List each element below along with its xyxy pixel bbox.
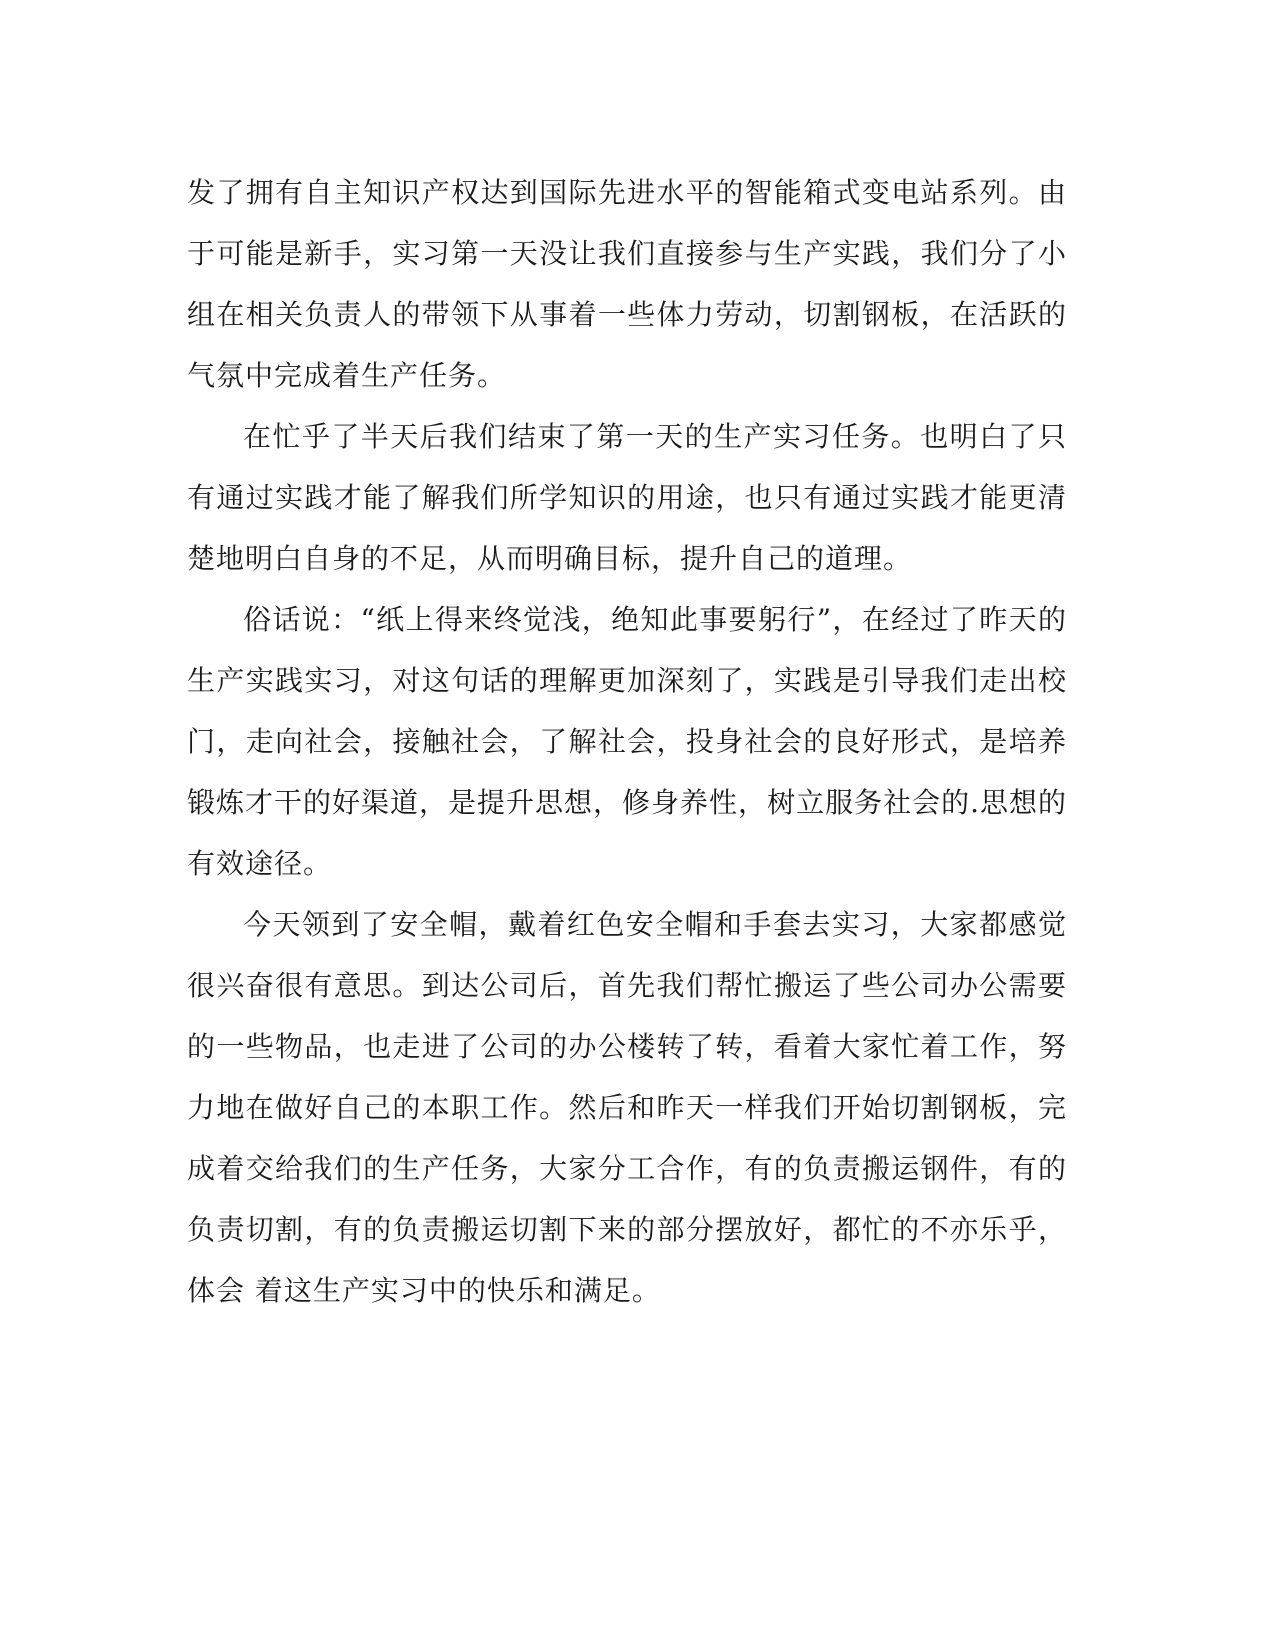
paragraph-4: 今天领到了安全帽，戴着红色安全帽和手套去实习，大家都感觉很兴奋很有意思。到达公司后，首先我们帮忙搬运了些公司办公需要的一些物品，也走进了公司的办公楼转了转，看着大家忙着工作，努力地在做好自己的本职工作。然后和昨天一样我们开始切割钢板，完成着交给我们的生产任务，大家分工合作，有的负责搬运钢件，有的负责切割，有的负责搬运切割下来的部分摆放好，都忙的不亦乐乎，体会 着这生产实习中的快乐和满足。 [187,908,1067,1307]
paragraph-1: 发了拥有自主知识产权达到国际先进水平的智能箱式变电站系列。由于可能是新手，实习第一天没让我们直接参与生产实践，我们分了小组在相关负责人的带领下从事着一些体力劳动，切割钢板，在活跃的气氛中完成着生产任务。 [187,176,1067,392]
document-body [187,162,1067,1321]
paragraph-3: 俗话说：“纸上得来终觉浅，绝知此事要躬行”，在经过了昨天的生产实践实习，对这句话的理解更加深刻了，实践是引导我们走出校门，走向社会，接触社会，了解社会，投身社会的良好形式，是培养锻炼才干的好渠道，是提升思想，修身养性，树立服务社会的.思想的有效途径。 [187,603,1067,880]
paragraph-2: 在忙乎了半天后我们结束了第一天的生产实习任务。也明白了只有通过实践才能了解我们所学知识的用途，也只有通过实践才能更清楚地明白自身的不足，从而明确目标，提升自己的道理。 [187,420,1067,575]
